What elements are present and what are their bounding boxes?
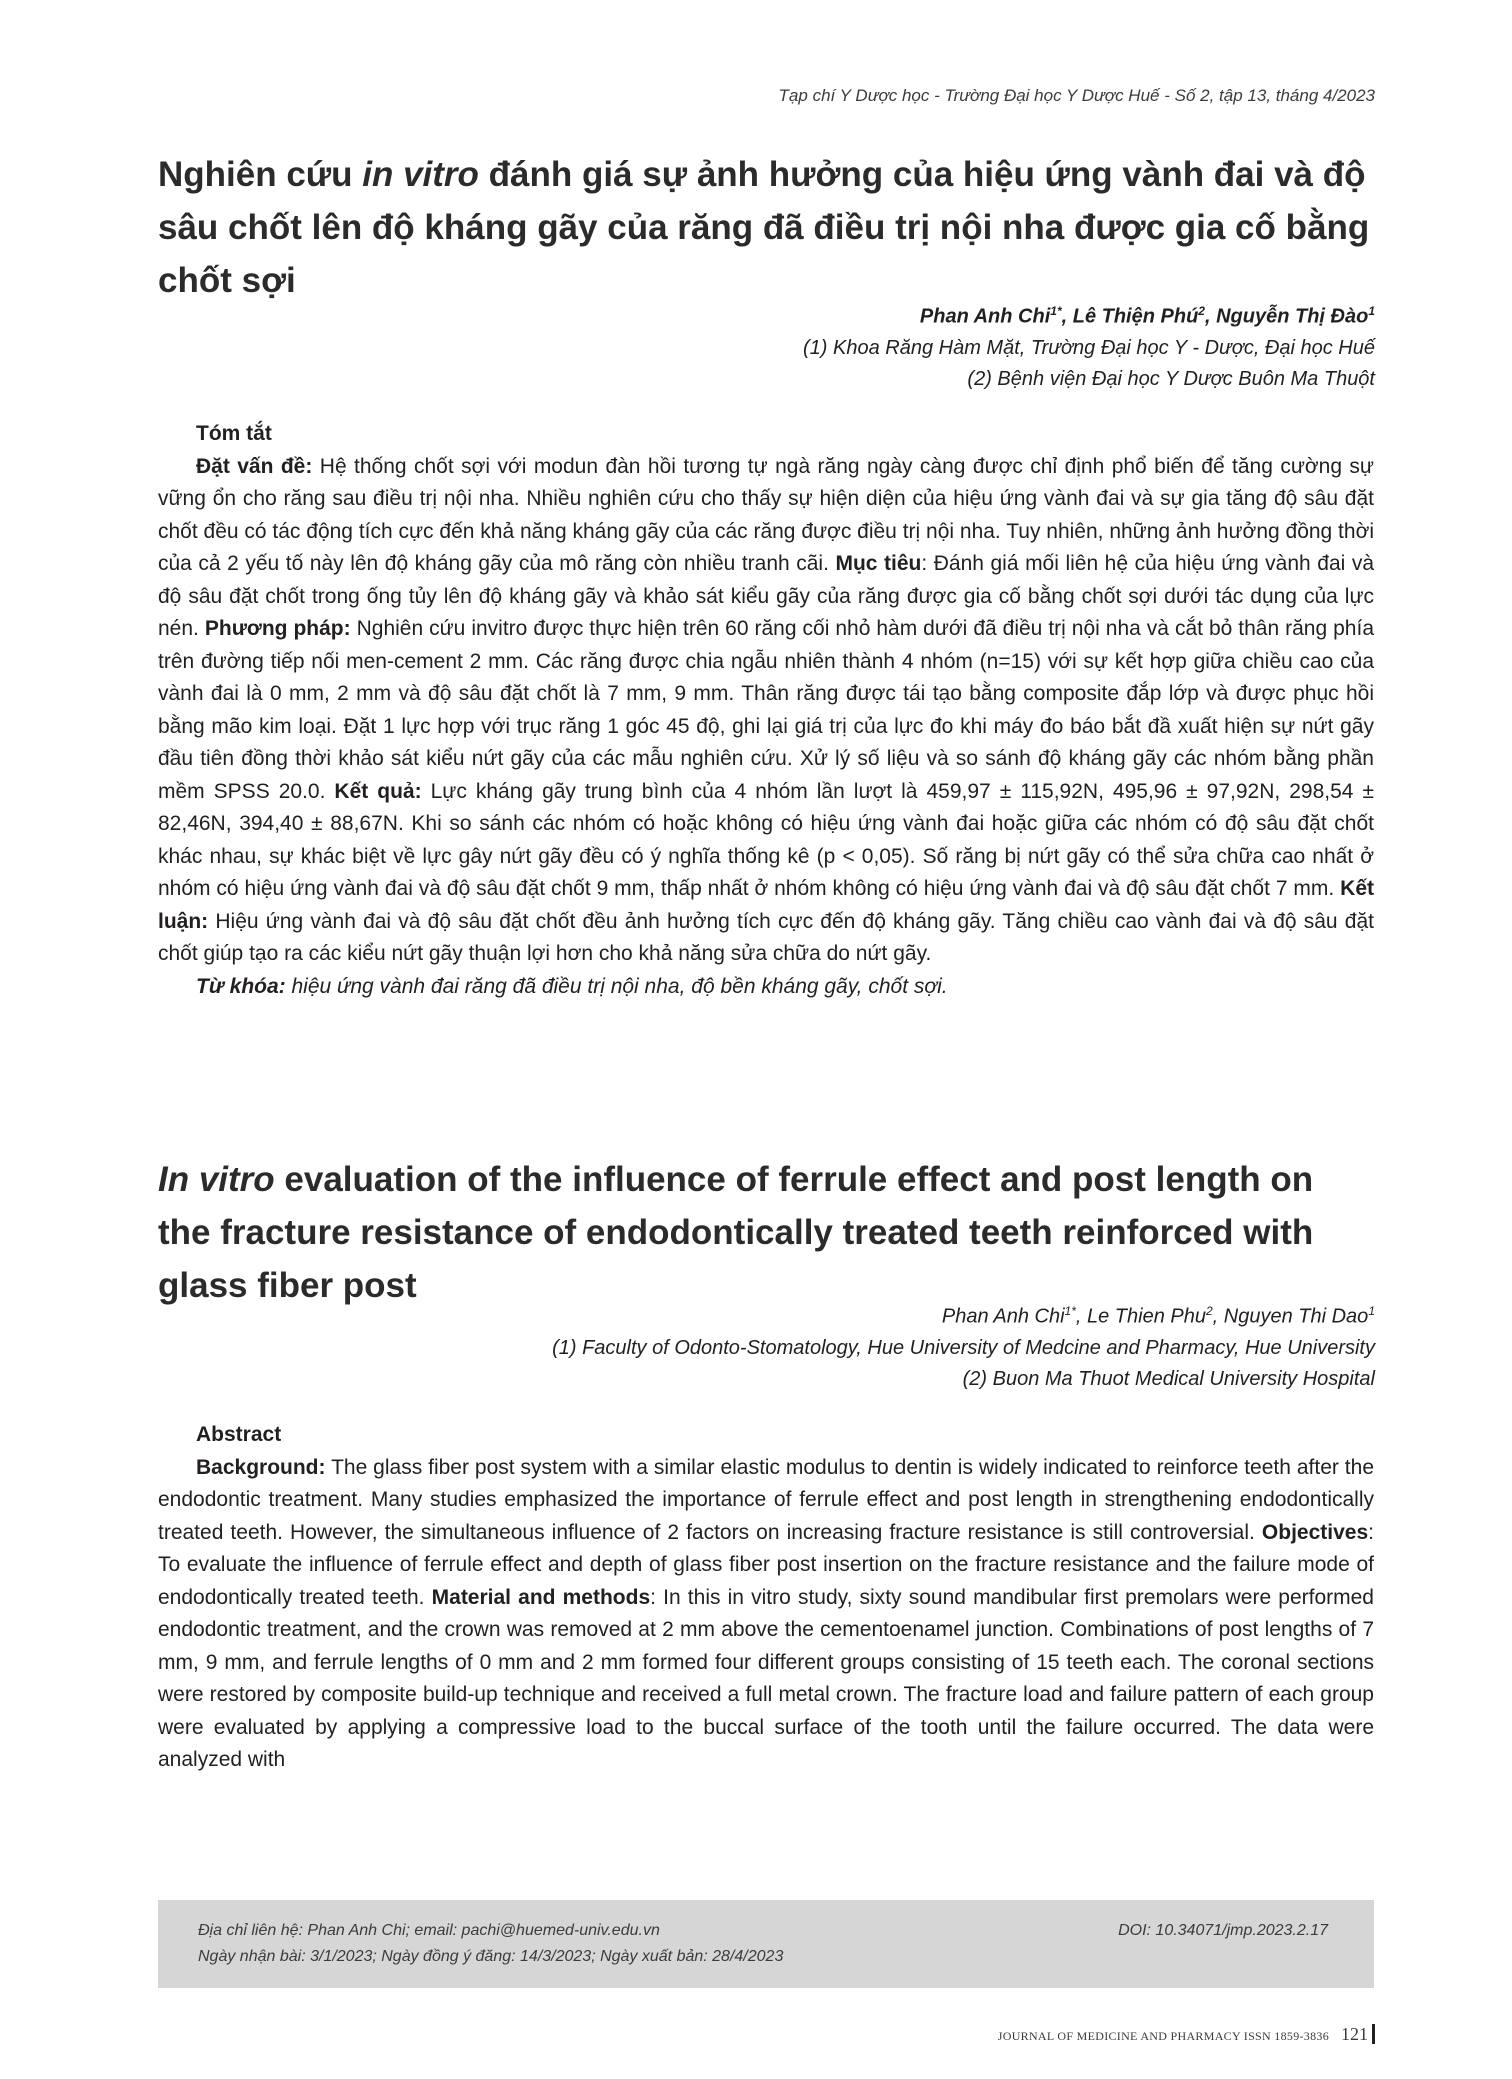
author-3: , Nguyễn Thị Đào (1204, 305, 1369, 328)
abstract-vietnamese (158, 418, 1374, 1003)
contact-box (158, 1900, 1374, 1988)
title-vi-italic: in vitro (362, 155, 479, 194)
title-vi-pre: Nghiên cứu (158, 155, 363, 194)
doi-text: DOI: 10.34071/jmp.2023.2.17 (1118, 1922, 1328, 1939)
abstract-heading-en: Abstract (196, 1423, 282, 1446)
author-1-en: Phan Anh Chi (941, 1305, 1065, 1328)
bg-label-en: Background: (196, 1455, 326, 1479)
journal-name: JOURNAL OF MEDICINE AND PHARMACY ISSN 1859-3836 (997, 2029, 1329, 2043)
kw-label-vi: Từ khóa: (196, 974, 286, 998)
obj-label-vi: Mục tiêu (835, 552, 922, 575)
author-3-sup: 1 (1368, 304, 1375, 318)
author-names-en (552, 1296, 1375, 1333)
author-2: , Lê Thiện Phú (1061, 305, 1199, 328)
method-label-en: Material and methods (431, 1585, 651, 1609)
title-en-post: evaluation of the influence of ferrule effect and post length on the fracture resistance of endodontically treated teeth reinforced with glass fiber post (158, 1160, 1314, 1305)
page-footer (998, 2024, 1375, 2045)
abstract-body-vi (158, 451, 1374, 971)
obj-label-en: Objectives (1261, 1520, 1369, 1544)
dates-line: Ngày nhận bài: 3/1/2023; Ngày đồng ý đăng: 14/3/2023; Ngày xuất bản: 28/4/2023 (198, 1948, 784, 1965)
affiliation-1-vi: (1) Khoa Răng Hàm Mặt, Trường Đại học Y - Dược, Đại học Huế (803, 336, 1375, 359)
title-english (158, 1153, 1373, 1312)
keywords-vi (158, 971, 1374, 1004)
title-vi-post: đánh giá sự ảnh hưởng của hiệu ứng vành đai và độ sâu chốt lên độ kháng gãy của răng đã điều trị nội nha được gia cố bằng chốt sợi (158, 155, 1370, 300)
obj-text-vi: : Đánh giá mối liên hệ của hiệu ứng vành đai và độ sâu đặt chốt trong ống tủy lên độ kháng gãy và khảo sát kiểu gãy của răng được gia cố bằng chốt sợi dưới tác dụng của lực nén. (158, 552, 1375, 640)
bg-label-vi: Đặt vấn đề: (196, 454, 313, 478)
result-text-vi: Lực kháng gãy trung bình của 4 nhóm lần lượt là 459,97 ± 115,92N, 495,96 ± 97,92N, 298,54 ± 82,46N, 394,40 ± 88,67N. Khi so sánh các nhóm có hoặc không có hiệu ứng vành đai hoặc giữa các nhóm có độ sâu đặt chốt khác nhau, sự khác biệt về lực gây nứt gãy đều có ý nghĩa thống kê (p < 0,05). Số răng bị nứt gãy có thể sửa chữa cao nhất ở nhóm có hiệu ứng vành đai và độ sâu đặt chốt 9 mm, thấp nhất ở nhóm không có hiệu ứng vành đai và độ sâu đặt chốt 7 mm. (158, 779, 1374, 900)
result-label-vi: Kết quả: (334, 779, 422, 803)
authors-vietnamese (803, 296, 1375, 395)
author-2-sup: 2 (1198, 304, 1205, 318)
method-text-vi: Nghiên cứu invitro được thực hiện trên 60 răng cối nhỏ hàm dưới đã điều trị nội nha và cắt bỏ thân răng phía trên đường tiếp nối men-cement 2 mm. Các răng được chia ngẫu nhiên thành 4 nhóm (n=15) với sự kết hợp giữa chiều cao của vành đai là 0 mm, 2 mm và độ sâu đặt chốt là 7 mm, 9 mm. Thân răng được tái tạo bằng composite đắp lớp và được phục hồi bằng mão kim loại. Đặt 1 lực hợp với trục răng 1 góc 45 độ, ghi lại giá trị của lực đo khi máy đo báo bắt đầ xuất hiện sự nứt gãy đầu tiên đồng thời khảo sát kiểu nứt gãy của các mẫu nghiên cứu. Xử lý số liệu và so sánh độ kháng gãy các nhóm bằng phần mềm SPSS 20.0. (158, 617, 1374, 803)
affiliation-1-en: (1) Faculty of Odonto-Stomatology, Hue University of Medcine and Pharmacy, Hue University (552, 1336, 1375, 1359)
affiliation-2-vi: (2) Bệnh viện Đại học Y Dược Buôn Ma Thuột (967, 367, 1375, 390)
author-2-en: , Le Thien Phu (1075, 1305, 1206, 1328)
author-1-en-sup: 1* (1064, 1304, 1076, 1318)
bg-text-en: The glass fiber post system with a similar elastic modulus to dentin is widely indicated to reinforce teeth after the endodontic treatment. Many studies emphasized the importance of ferrule effect and post length in strengthening endodontically treated teeth. However, the simultaneous influence of 2 factors on increasing fracture resistance is still controversial. (158, 1455, 1374, 1544)
author-1-sup: 1* (1050, 304, 1062, 318)
journal-header: Tạp chí Y Dược học - Trường Đại học Y Dược Huế - Số 2, tập 13, tháng 4/2023 (778, 86, 1375, 105)
kw-text-vi: hiệu ứng vành đai răng đã điều trị nội nha, độ bền kháng gãy, chốt sợi. (285, 974, 948, 998)
abstract-body-en (158, 1452, 1374, 1777)
author-3-en-sup: 1 (1368, 1304, 1375, 1318)
title-vietnamese (158, 148, 1373, 307)
author-1: Phan Anh Chi (919, 305, 1051, 328)
author-3-en: , Nguyen Thi Dao (1212, 1305, 1369, 1328)
contact-line: Địa chỉ liên hệ: Phan Anh Chi; email: pachi@huemed-univ.edu.vn (198, 1922, 660, 1939)
bg-text-vi: Hệ thống chốt sợi với modun đàn hồi tương tự ngà răng ngày càng được chỉ định phổ biến để tăng cường sự vững ổn cho răng sau điều trị nội nha. Nhiều nghiên cứu cho thấy sự hiện diện của hiệu ứng vành đai và sự gia tăng độ sâu đặt chốt đều có tác động tích cực đến khả năng kháng gãy của các răng được điều trị nội nha. Tuy nhiên, những ảnh hưởng đồng thời của cả 2 yếu tố này lên độ kháng gãy của mô răng còn nhiều tranh cãi. (158, 454, 1375, 575)
author-2-en-sup: 2 (1205, 1304, 1213, 1318)
obj-text-en: : To evaluate the influence of ferrule effect and depth of glass fiber post insertion on the fracture resistance and the failure mode of endodontically treated teeth. (158, 1520, 1374, 1609)
abstract-heading-vi: Tóm tắt (196, 422, 272, 445)
method-label-vi: Phương pháp: (204, 617, 351, 640)
method-text-en: : In this in vitro study, sixty sound mandibular first premolars were performed endodontic treatment, and the crown was removed at 2 mm above the cementoenamel junction. Combinations of post lengths of 7 mm, 9 mm, and ferrule lengths of 0 mm and 2 mm formed four different groups consisting of 15 teeth each. The coronal sections were restored by composite build-up technique and received a full metal crown. The fracture load and failure pattern of each group were evaluated by applying a compressive load to the buccal surface of the tooth until the failure occurred. The data were analyzed with (158, 1585, 1374, 1771)
author-names-vi (803, 296, 1375, 333)
title-en-italic: In vitro (158, 1160, 275, 1199)
authors-english (552, 1296, 1375, 1395)
concl-label-vi: Kết luận: (158, 877, 1374, 933)
concl-text-vi: Hiệu ứng vành đai và độ sâu đặt chốt đều ảnh hưởng tích cực đến độ kháng gãy. Tăng chiều cao vành đai và độ sâu đặt chốt giúp tạo ra các kiểu nứt gãy thuận lợi hơn cho khả năng sửa chữa do nứt gãy. (158, 909, 1374, 965)
abstract-english (158, 1419, 1374, 1777)
page-number: 121 (1341, 2024, 1375, 2044)
affiliation-2-en: (2) Buon Ma Thuot Medical University Hospital (962, 1367, 1375, 1390)
